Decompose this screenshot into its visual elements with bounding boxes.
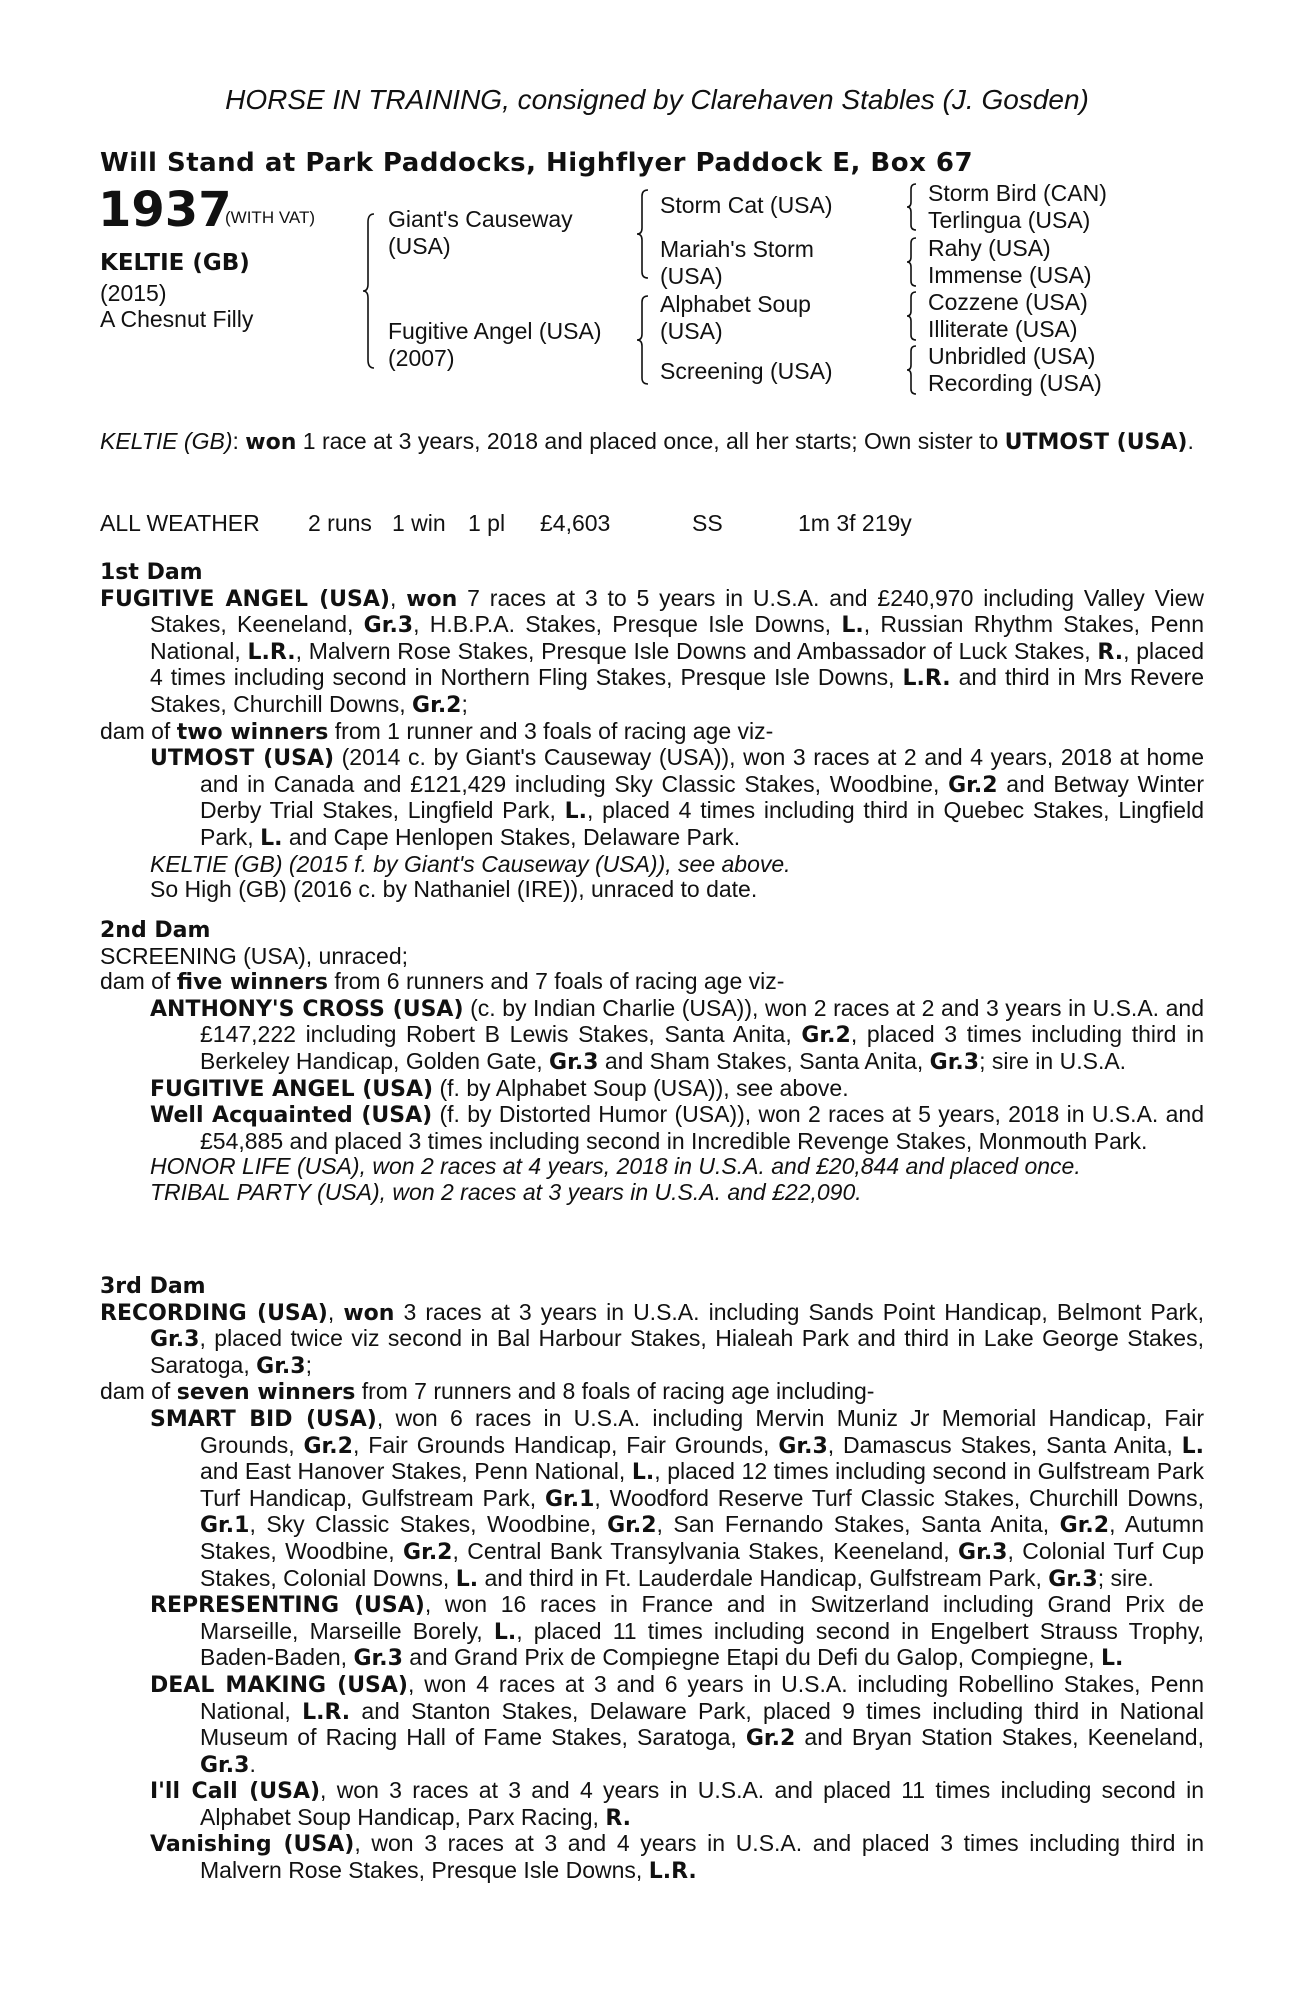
pedigree-g4-4: Immense (USA) — [928, 262, 1092, 288]
pedigree-sire: Giant's Causeway (USA) — [388, 206, 573, 259]
pedigree-g4-3: Rahy (USA) — [928, 235, 1051, 261]
all-weather-record: ALL WEATHER 2 runs 1 win 1 pl £4,603 SS 1m 3f 219y — [100, 510, 912, 536]
third-dam-heading: 3rd Dam — [100, 1274, 206, 1299]
progeny-honor-life: HONOR LIFE (USA), won 2 races at 4 years, 2018 in U.S.A. and £20,844 and placed once. — [150, 1153, 1081, 1180]
pedigree-brace-g4-3 — [906, 290, 918, 342]
progeny-vanishing: Vanishing (USA), won 3 races at 3 and 4 years in U.S.A. and placed 3 times including third in Malvern Rose Stakes, Presque Isle Downs, L.R. — [150, 1830, 1204, 1885]
third-dam-section: 3rd Dam RECORDING (USA), won 3 races at 3 years in U.S.A. including Sands Point Handicap, Belmont Park, Gr.3, placed twice viz second in Bal Harbour Stakes, Hialeah Park and third in Lake George Stakes, Saratoga, Gr.3; dam of seven winners from 7 runners and 8 foals of racing age including- SMART BID (USA), won 6 races in U.S.A. including Mervin Muniz Jr Memorial Handicap, Fair Grounds, Gr.2, Fair Grounds Handicap, Fair Grounds, Gr.3, Damascus Stakes, Santa Anita, L. and East Hanover Stakes, Penn National, L., placed 12 times including second in Gulfstream Park Turf Handicap, Gulfstream Park, Gr.1, Woodford Reserve Turf Classic Stakes, Churchill Downs, Gr.1, Sky Classic Stakes, Woodbine, Gr.2, San Fernando Stakes, Santa Anita, Gr.2, Autumn Stakes, Woodbine, Gr.2, Central Bank Transylvania Stakes, Keeneland, Gr.3, Colonial Turf Cup Stakes, Colonial Downs, L. and third in Ft. Lauderdale Handicap, Gulfstream Park, Gr.3; sire. REPRESENTING (USA), won 16 races in France and in Switzerland including Grand Prix de Marseille, Marseille Borely, L., placed 11 times including second in Engelbert Strauss Trophy, Baden-Baden, Gr.3 and Grand Prix de Compiegne Etapi du Defi du Galop, Compiegne, L. DEAL MAKING (USA), won 4 races at 3 and 6 years in U.S.A. including Robellino Stakes, Penn National, L.R. and Stanton Stakes, Delaware Park, placed 9 times including third in National Museum of Racing Hall of Fame Stakes, Saratoga, Gr.2 and Bryan Station Stakes, Keeneland, Gr.3. I'll Call (USA), won 3 races at 3 and 4 years in U.S.A. and placed 11 times including second in Alphabet Soup Handicap, Parx Racing, R. Vanishing (USA), won 3 races at 3 and 4 years in U.S.A. and placed 3 times including third in Malvern Rose Stakes, Presque Isle Downs, L.R. — [100, 1274, 1205, 1885]
progeny-tribal-party: TRIBAL PARTY (USA), won 2 races at 3 years in U.S.A. and £22,090. — [150, 1178, 862, 1205]
progeny-ill-call: I'll Call (USA), won 3 races at 3 and 4 years in U.S.A. and placed 11 times including second in Alphabet Soup Handicap, Parx Racing, R. — [150, 1777, 1204, 1831]
progeny-utmost: UTMOST (USA) (2014 c. by Giant's Causeway (USA)), won 3 races at 2 and 4 years, 2018 at home and in Canada and £121,429 including Sky Classic Stakes, Woodbine, Gr.2 and Betway Winter Derby Trial Stakes, Lingfield Park, L., placed 4 times including third in Quebec Stakes, Lingfield Park, L. and Cape Henlopen Stakes, Delaware Park. — [150, 744, 1205, 851]
consignor-header: HORSE IN TRAINING, consigned by Clarehaven Stables (J. Gosden) — [225, 84, 1089, 115]
second-dam-section: 2nd Dam SCREENING (USA), unraced; dam of five winners from 6 runners and 7 foals of racing age viz- ANTHONY'S CROSS (USA) (c. by Indian Charlie (USA)), won 2 races at 2 and 3 years in U.S.A. and £147,222 including Robert B Lewis Stakes, Santa Anita, Gr.2, placed 3 times including third in Berkeley Handicap, Golden Gate, Gr.3 and Sham Stakes, Santa Anita, Gr.3; sire in U.S.A. FUGITIVE ANGEL (USA) (f. by Alphabet Soup (USA)), see above. Well Acquainted (USA) (f. by Distorted Humor (USA)), won 2 races at 5 years, 2018 in U.S.A. and £54,885 and placed 3 times including second in Incredible Revenge Stakes, Monmouth Park. HONOR LIFE (USA), won 2 races at 4 years, 2018 in U.S.A. and £20,844 and placed once. TRIBAL PARTY (USA), won 2 races at 3 years in U.S.A. and £22,090. — [100, 918, 1204, 1205]
second-dam-heading: 2nd Dam — [100, 918, 211, 943]
progeny-well-acquainted: Well Acquainted (USA) (f. by Distorted Humor (USA)), won 2 races at 5 years, 2018 in U.S.A. and £54,885 and placed 3 times including second in Incredible Revenge Stakes, Monmouth Park. — [150, 1101, 1204, 1154]
pedigree-sire-sire: Storm Cat (USA) — [660, 192, 833, 218]
pedigree-brace-main — [362, 212, 376, 370]
progeny-fugitive-angel: FUGITIVE ANGEL (USA) (f. by Alphabet Soup (USA)), see above. — [150, 1074, 849, 1102]
first-dam-heading: 1st Dam — [100, 560, 203, 585]
pedigree-dam: Fugitive Angel (USA) (2007) — [388, 318, 602, 371]
pedigree-g4-7: Unbridled (USA) — [928, 343, 1096, 369]
first-dam-section: 1st Dam FUGITIVE ANGEL (USA), won 7 races at 3 to 5 years in U.S.A. and £240,970 including Valley View Stakes, Keeneland, Gr.3, H.B.P.A. Stakes, Presque Isle Downs, L., Russian Rhythm Stakes, Penn National, L.R., Malvern Rose Stakes, Presque Isle Downs and Ambassador of Luck Stakes, R., placed 4 times including second in Northern Fling Stakes, Presque Isle Downs, L.R. and third in Mrs Revere Stakes, Churchill Downs, Gr.2; dam of two winners from 1 runner and 3 foals of racing age viz- UTMOST (USA) (2014 c. by Giant's Causeway (USA)), won 3 races at 2 and 4 years, 2018 at home and in Canada and £121,429 including Sky Classic Stakes, Woodbine, Gr.2 and Betway Winter Derby Trial Stakes, Lingfield Park, L., placed 4 times including third in Quebec Stakes, Lingfield Park, L. and Cape Henlopen Stakes, Delaware Park. KELTIE (GB) (2015 f. by Giant's Causeway (USA)), see above. So High (GB) (2016 c. by Nathaniel (IRE)), unraced to date. — [100, 560, 1205, 903]
horse-name: KELTIE (GB) — [100, 250, 250, 276]
progeny-representing: REPRESENTING (USA), won 16 races in France and in Switzerland including Grand Prix de Marseille, Marseille Borely, L., placed 11 times including second in Engelbert Strauss Trophy, Baden-Baden, Gr.3 and Grand Prix de Compiegne Etapi du Defi du Galop, Compiegne, L. — [150, 1591, 1205, 1672]
pedigree-brace-g4-1 — [906, 182, 918, 232]
pedigree-brace-dam — [636, 294, 650, 386]
progeny-keltie: KELTIE (GB) (2015 f. by Giant's Causeway (USA)), see above. — [150, 850, 791, 877]
pedigree-g4-6: Illiterate (USA) — [928, 316, 1078, 342]
vat-note: (WITH VAT) — [225, 208, 316, 227]
progeny-anthonys-cross: ANTHONY'S CROSS (USA) (c. by Indian Charlie (USA)), won 2 races at 2 and 3 years in U.S.A. and £147,222 including Robert B Lewis Stakes, Santa Anita, Gr.2, placed 3 times including third in Berkeley Handicap, Golden Gate, Gr.3 and Sham Stakes, Santa Anita, Gr.3; sire in U.S.A. — [150, 994, 1204, 1075]
pedigree-g4-5: Cozzene (USA) — [928, 289, 1088, 315]
pedigree-g4-8: Recording (USA) — [928, 370, 1102, 396]
progeny-smart-bid: SMART BID (USA), won 6 races in U.S.A. including Mervin Muniz Jr Memorial Handicap, Fair Grounds, Gr.2, Fair Grounds Handicap, Fair Grounds, Gr.3, Damascus Stakes, Santa Anita, L. and East Hanover Stakes, Penn National, L., placed 12 times including second in Gulfstream Park Turf Handicap, Gulfstream Park, Gr.1, Woodford Reserve Turf Classic Stakes, Churchill Downs, Gr.1, Sky Classic Stakes, Woodbine, Gr.2, San Fernando Stakes, Santa Anita, Gr.2, Autumn Stakes, Woodbine, Gr.2, Central Bank Transylvania Stakes, Keeneland, Gr.3, Colonial Turf Cup Stakes, Colonial Downs, L. and third in Ft. Lauderdale Handicap, Gulfstream Park, Gr.3; sire. — [150, 1404, 1204, 1592]
progeny-deal-making: DEAL MAKING (USA), won 4 races at 3 and 6 years in U.S.A. including Robellino Stakes, Penn National, L.R. and Stanton Stakes, Delaware Park, placed 9 times including third in National Museum of Racing Hall of Fame Stakes, Saratoga, Gr.2 and Bryan Station Stakes, Keeneland, Gr.3. — [150, 1670, 1205, 1778]
pedigree-brace-g4-2 — [906, 236, 918, 288]
horse-year: (2015) — [100, 280, 167, 306]
pedigree-sire-dam: Mariah's Storm (USA) — [660, 236, 814, 289]
pedigree-dam-dam: Screening (USA) — [660, 358, 833, 384]
lot-number: 1937 — [98, 182, 232, 238]
pedigree-dam-sire: Alphabet Soup (USA) — [660, 291, 811, 344]
progeny-so-high: So High (GB) (2016 c. by Nathaniel (IRE)), unraced to date. — [150, 876, 758, 903]
horse-description: A Chesnut Filly — [100, 306, 254, 332]
stand-location: Will Stand at Park Paddocks, Highflyer Paddock E, Box 67 — [100, 148, 974, 178]
pedigree-g4-2: Terlingua (USA) — [928, 207, 1091, 233]
pedigree-brace-sire — [636, 188, 650, 280]
pedigree-brace-g4-4 — [906, 344, 918, 396]
horse-summary: KELTIE (GB): won 1 race at 3 years, 2018 and placed once, all her starts; Own sister to UTMOST (USA). — [100, 428, 1194, 455]
pedigree-g4-1: Storm Bird (CAN) — [928, 180, 1107, 206]
